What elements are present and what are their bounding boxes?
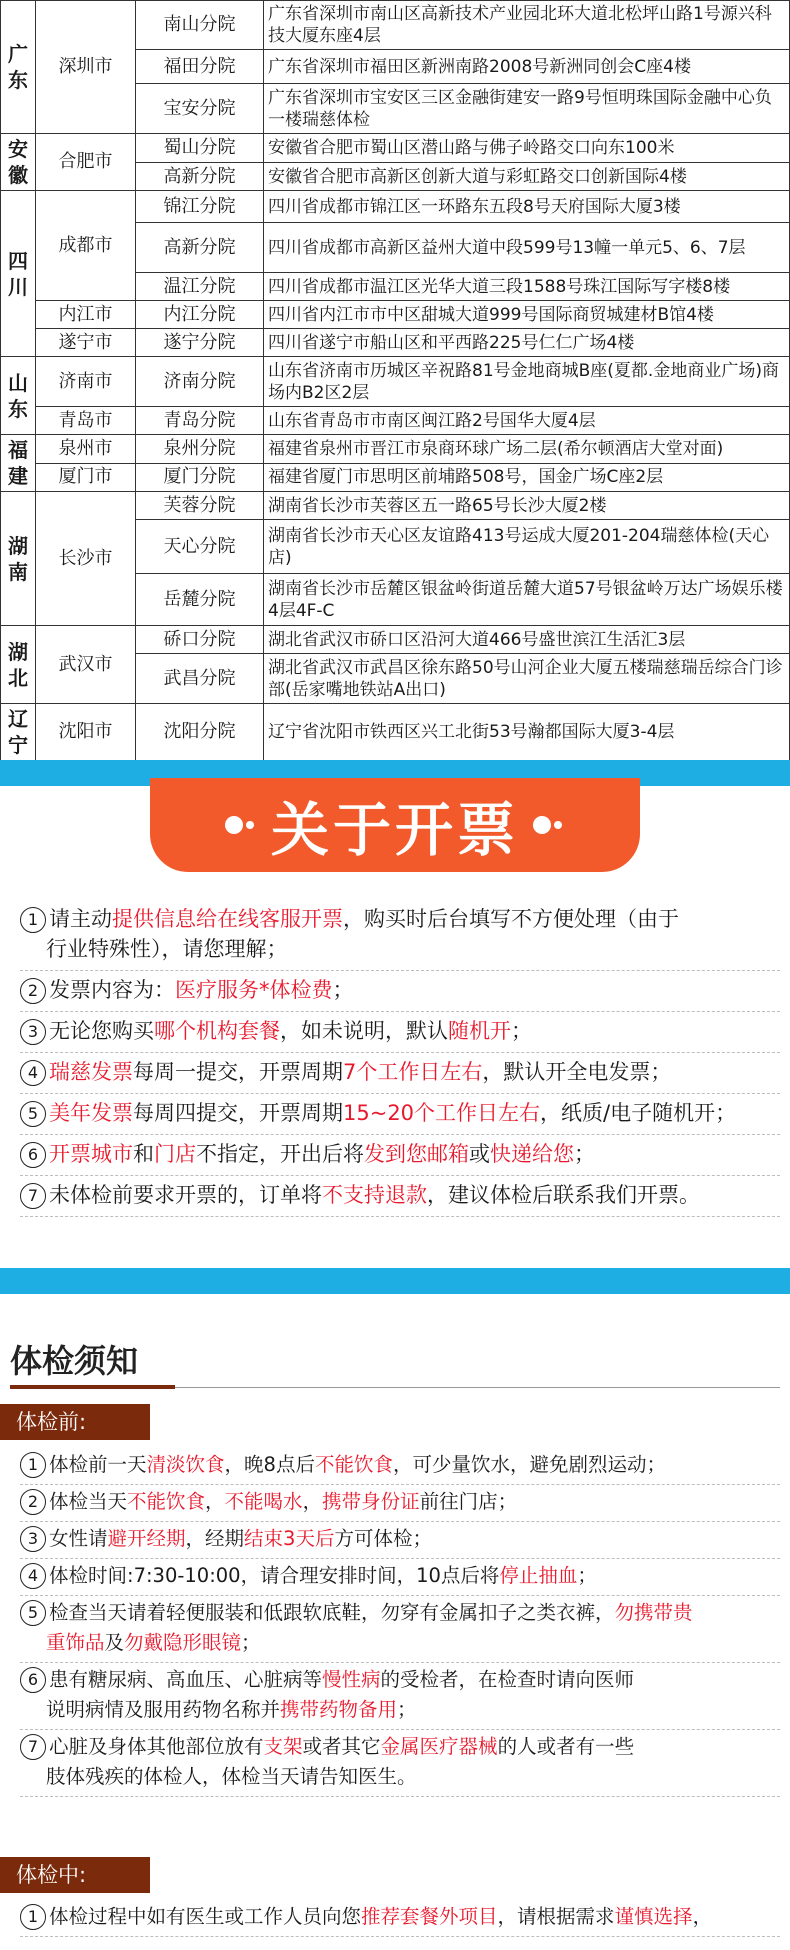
branch-address: 湖南省长沙市岳麓区银盆岭街道岳麓大道57号银盆岭万达广场娱乐楼4层4F-C <box>264 574 790 626</box>
body-text: 检查当天请着轻便服装和低跟软底鞋，勿穿有金属扣子之类衣裤， <box>49 1601 615 1624</box>
body-text: 前往门店； <box>419 1490 518 1513</box>
highlight-text: 推荐套餐外项目 <box>361 1905 498 1928</box>
list-line <box>20 1098 780 1128</box>
province-char: 四 <box>8 248 28 273</box>
branch-address: 广东省深圳市南山区高新技术产业园北环大道北松坪山路1号源兴科技大厦东座4层 <box>264 1 790 50</box>
highlight-text: 慢性病 <box>322 1668 381 1691</box>
number-badge: 5 <box>20 1101 46 1127</box>
dot-icon <box>225 816 243 834</box>
highlight-text: 不支持退款 <box>322 1183 427 1207</box>
body-text: 或 <box>469 1142 490 1166</box>
branch-name: 南山分院 <box>136 1 264 50</box>
list-line <box>20 1762 780 1792</box>
highlight-text: 不能饮食 <box>127 1490 206 1513</box>
province-char: 广 <box>8 42 28 66</box>
body-text: ，经期 <box>185 1527 245 1550</box>
branch-address: 安徽省合肥市蜀山区潜山路与佛子岭路交口向东100米 <box>264 134 790 163</box>
body-text: ， <box>205 1490 225 1513</box>
table-row <box>1 463 790 492</box>
highlight-text: 开票城市 <box>49 1142 133 1166</box>
body-text: 体检时间:7:30-10:00，请合理安排时间，10点后将 <box>49 1564 500 1587</box>
body-text: 方可体检； <box>334 1527 432 1550</box>
dot-icon <box>246 821 254 829</box>
body-text: 请主动 <box>49 907 112 931</box>
province-cell <box>1 134 36 191</box>
highlight-text: 瑞慈发票 <box>49 1060 133 1084</box>
branch-name: 温江分院 <box>136 273 264 301</box>
table-row <box>1 435 790 464</box>
list-item <box>20 1663 780 1730</box>
branch-address: 广东省深圳市宝安区三区金融街建安一路9号恒明珠国际金融中心负一楼瑞慈体检 <box>264 84 790 134</box>
body-text: 患有糖尿病、高血压、心脏病等 <box>49 1668 323 1691</box>
body-text: ； <box>332 978 354 1002</box>
city-cell: 成都市 <box>36 191 136 301</box>
list-item <box>20 1094 780 1135</box>
number-badge: 3 <box>20 1526 46 1552</box>
highlight-text: 快递给您 <box>490 1142 574 1166</box>
table-row <box>1 407 790 435</box>
branch-name: 芙蓉分院 <box>136 492 264 520</box>
list-line <box>20 1057 780 1087</box>
list-line <box>20 1695 780 1725</box>
highlight-text: 不能喝水 <box>224 1490 303 1513</box>
number-badge: 6 <box>20 1667 46 1693</box>
branch-address: 湖北省武汉市武昌区徐东路50号山河企业大厦五楼瑞慈瑞岳综合门诊部(岳家嘴地铁站A出口) <box>264 654 790 704</box>
list-item <box>20 1012 780 1053</box>
body-text: 每周四提交，开票周期 <box>133 1101 343 1125</box>
body-text: 不指定，开出后将 <box>196 1142 364 1166</box>
table-row <box>1 329 790 357</box>
body-text: ； <box>397 1698 417 1721</box>
body-text: 女性请 <box>49 1527 108 1550</box>
city-cell: 济南市 <box>36 357 136 407</box>
province-char: 川 <box>8 274 28 299</box>
number-badge: 3 <box>20 1019 46 1045</box>
branch-name: 厦门分院 <box>136 463 264 492</box>
number-badge: 4 <box>20 1060 46 1086</box>
number-badge: 5 <box>20 1600 46 1626</box>
highlight-text: 勿携带贵 <box>614 1601 693 1624</box>
notes-title: 体检须知 <box>10 1342 139 1380</box>
list-item <box>20 1900 780 1937</box>
branch-address: 湖南省长沙市天心区友谊路413号运成大厦201-204瑞慈体检(天心店) <box>264 520 790 574</box>
branch-table <box>0 0 790 761</box>
branch-table-body <box>1 1 790 761</box>
body-text: 的人或者有一些 <box>497 1735 635 1758</box>
branch-address: 湖北省武汉市硚口区沿河大道466号盛世滨江生活汇3层 <box>264 626 790 654</box>
title-underline <box>10 1385 175 1389</box>
list-item <box>20 1135 780 1176</box>
body-text: 未体检前要求开票的，订单将 <box>49 1183 322 1207</box>
highlight-text: 随机开 <box>448 1019 511 1043</box>
province-cell <box>1 191 36 357</box>
branch-name: 沈阳分院 <box>136 704 264 761</box>
list-line <box>20 975 780 1005</box>
invoice-list <box>20 900 780 1217</box>
province-char: 宁 <box>8 733 28 757</box>
body-text: 或者其它 <box>302 1735 381 1758</box>
highlight-text: 15~20个工作日左右 <box>343 1101 541 1125</box>
highlight-text: 避开经期 <box>107 1527 186 1550</box>
highlight-text: 发到您邮箱 <box>364 1142 469 1166</box>
body-text: ，晚8点后 <box>224 1453 315 1476</box>
before-tag: 体检前: <box>0 1404 150 1440</box>
branch-name: 天心分院 <box>136 520 264 574</box>
highlight-text: 提供信息给在线客服开票 <box>112 907 343 931</box>
list-line <box>20 1665 780 1695</box>
body-text: ； <box>574 1142 595 1166</box>
title-rule <box>175 1387 780 1388</box>
body-text: ， <box>302 1490 323 1513</box>
body-text: ， <box>692 1905 713 1928</box>
invoice-banner <box>150 778 640 872</box>
body-text: 每周一提交，开票周期 <box>133 1060 343 1084</box>
highlight-text: 金属医疗器械 <box>380 1735 498 1758</box>
branch-address: 山东省济南市历城区辛祝路81号金地商城B座(夏都.金地商业广场)商场内B2区2层 <box>264 357 790 407</box>
list-item <box>20 1485 780 1522</box>
branch-name: 高新分院 <box>136 223 264 273</box>
highlight-text: 谨慎选择 <box>614 1905 693 1928</box>
body-text: 肢体残疾的体检人，体检当天请告知医生。 <box>46 1765 417 1788</box>
body-text: ，购买时后台填写不方便处理（由于 <box>343 907 679 931</box>
list-line <box>20 1561 780 1591</box>
highlight-text: 清淡饮食 <box>146 1453 225 1476</box>
branch-name: 硚口分院 <box>136 626 264 654</box>
body-text: ； <box>511 1019 532 1043</box>
province-cell <box>1 1 36 134</box>
highlight-text: 重饰品 <box>46 1631 105 1654</box>
branch-address: 福建省厦门市思明区前埔路508号，国金广场C座2层 <box>264 463 790 492</box>
during-tag: 体检中: <box>0 1857 150 1893</box>
list-item <box>20 1176 780 1217</box>
table-row <box>1 626 790 654</box>
branch-name: 高新分院 <box>136 163 264 191</box>
branch-address: 四川省成都市锦江区一环路东五段8号天府国际大厦3楼 <box>264 191 790 223</box>
province-char: 建 <box>8 464 28 488</box>
city-cell: 内江市 <box>36 301 136 329</box>
body-text: ，请根据需求 <box>497 1905 615 1928</box>
number-badge: 1 <box>20 907 46 933</box>
number-badge: 7 <box>20 1183 46 1209</box>
banner-dots-right <box>533 816 565 834</box>
highlight-text: 携带身份证 <box>322 1490 420 1513</box>
list-item <box>20 1522 780 1559</box>
city-cell: 长沙市 <box>36 492 136 626</box>
body-text: 心脏及身体其他部位放有 <box>49 1735 264 1758</box>
province-char: 湖 <box>8 639 28 664</box>
list-line <box>20 1180 780 1210</box>
list-item <box>20 1448 780 1485</box>
highlight-text: 结束3天后 <box>244 1527 335 1550</box>
body-text: 行业特殊性），请您理解； <box>46 937 288 961</box>
dot-icon <box>533 816 551 834</box>
table-row <box>1 301 790 329</box>
province-char: 东 <box>8 68 28 92</box>
body-text: ，建议体检后联系我们开票。 <box>427 1183 700 1207</box>
highlight-text: 美年发票 <box>49 1101 133 1125</box>
table-row <box>1 1 790 50</box>
province-cell <box>1 492 36 626</box>
branch-name: 岳麓分院 <box>136 574 264 626</box>
body-text: ，纸质/电子随机开； <box>540 1101 737 1125</box>
body-text: 体检过程中如有医生或工作人员向您 <box>49 1905 362 1928</box>
number-badge: 2 <box>20 1489 46 1515</box>
before-list <box>20 1448 780 1797</box>
city-cell: 武汉市 <box>36 626 136 704</box>
body-text: ，可少量饮水，避免剧烈运动； <box>392 1453 666 1476</box>
highlight-text: 医疗服务*体检费 <box>175 978 333 1002</box>
branch-address: 四川省成都市高新区益州大道中段599号13幢一单元5、6、7层 <box>264 223 790 273</box>
province-char: 东 <box>8 396 28 421</box>
province-char: 徽 <box>8 163 28 187</box>
body-text: 说明病情及服用药物名称并 <box>46 1698 281 1721</box>
body-text: 发票内容为： <box>49 978 175 1002</box>
dot-icon <box>554 821 562 829</box>
table-row <box>1 492 790 520</box>
number-badge: 4 <box>20 1563 46 1589</box>
body-text: ，如未说明，默认 <box>280 1019 448 1043</box>
list-item <box>20 1053 780 1094</box>
number-badge: 6 <box>20 1142 46 1168</box>
list-item <box>20 971 780 1012</box>
province-cell <box>1 357 36 435</box>
branch-address: 安徽省合肥市高新区创新大道与彩虹路交口创新国际4楼 <box>264 163 790 191</box>
body-text: 的受检者，在检查时请向医师 <box>380 1668 635 1691</box>
body-text: 体检当天 <box>49 1490 128 1513</box>
banner-dots-left <box>225 816 257 834</box>
list-line <box>20 1628 780 1658</box>
body-text: ，默认开全电发票； <box>482 1060 672 1084</box>
table-row <box>1 191 790 223</box>
list-line <box>20 1732 780 1762</box>
body-text: 体检前一天 <box>49 1453 147 1476</box>
branch-address: 四川省遂宁市船山区和平西路225号仁仁广场4楼 <box>264 329 790 357</box>
branch-name: 锦江分院 <box>136 191 264 223</box>
table-row <box>1 357 790 407</box>
branch-name: 蜀山分院 <box>136 134 264 163</box>
table-row <box>1 134 790 163</box>
province-char: 南 <box>8 559 28 584</box>
province-char: 湖 <box>8 533 28 558</box>
during-list <box>20 1900 780 1937</box>
list-line <box>20 1598 780 1628</box>
city-cell: 厦门市 <box>36 463 136 492</box>
branch-address: 湖南省长沙市芙蓉区五一路65号长沙大厦2楼 <box>264 492 790 520</box>
branch-address: 福建省泉州市晋江市泉商环球广场二层(希尔顿酒店大堂对面) <box>264 435 790 464</box>
list-item <box>20 1730 780 1797</box>
city-cell: 泉州市 <box>36 435 136 464</box>
invoice-title: 关于开票 <box>270 796 519 864</box>
list-line <box>20 1487 780 1517</box>
number-badge: 1 <box>20 1452 46 1478</box>
branch-name: 遂宁分院 <box>136 329 264 357</box>
city-cell: 沈阳市 <box>36 704 136 761</box>
list-item <box>20 1559 780 1596</box>
list-line <box>20 904 780 934</box>
highlight-text: 哪个机构套餐 <box>154 1019 280 1043</box>
section-divider-bar <box>0 1268 790 1294</box>
city-cell: 合肥市 <box>36 134 136 191</box>
list-line <box>20 1524 780 1554</box>
city-cell: 深圳市 <box>36 1 136 134</box>
number-badge: 2 <box>20 978 46 1004</box>
branch-name: 内江分院 <box>136 301 264 329</box>
branch-name: 济南分院 <box>136 357 264 407</box>
branch-address: 四川省成都市温江区光华大道三段1588号珠江国际写字楼8楼 <box>264 273 790 301</box>
branch-address: 四川省内江市市中区甜城大道999号国际商贸城建材B馆4楼 <box>264 301 790 329</box>
highlight-text: 携带药物备用 <box>280 1698 398 1721</box>
body-text: ； <box>577 1564 597 1587</box>
body-text: 及 <box>104 1631 125 1654</box>
list-line <box>20 1902 780 1932</box>
list-line <box>20 1139 780 1169</box>
branch-name: 宝安分院 <box>136 84 264 134</box>
province-cell <box>1 704 36 761</box>
list-line <box>20 1016 780 1046</box>
table-row <box>1 704 790 761</box>
province-char: 山 <box>8 370 28 395</box>
city-cell: 遂宁市 <box>36 329 136 357</box>
highlight-text: 支架 <box>263 1735 303 1758</box>
branch-name: 福田分院 <box>136 50 264 84</box>
branch-address: 广东省深圳市福田区新洲南路2008号新洲同创会C座4楼 <box>264 50 790 84</box>
list-line <box>20 1450 780 1480</box>
province-char: 北 <box>8 665 28 690</box>
branch-name: 泉州分院 <box>136 435 264 464</box>
highlight-text: 门店 <box>154 1142 196 1166</box>
highlight-text: 不能饮食 <box>314 1453 393 1476</box>
province-char: 福 <box>8 438 28 462</box>
number-badge: 1 <box>20 1904 46 1930</box>
highlight-text: 勿戴隐形眼镜 <box>124 1631 242 1654</box>
city-cell: 青岛市 <box>36 407 136 435</box>
province-char: 辽 <box>8 707 28 731</box>
province-cell <box>1 435 36 492</box>
list-line <box>20 934 780 964</box>
body-text: 和 <box>133 1142 154 1166</box>
highlight-text: 停止抽血 <box>499 1564 578 1587</box>
branch-address: 辽宁省沈阳市铁西区兴工北街53号瀚都国际大厦3-4层 <box>264 704 790 761</box>
branch-name: 青岛分院 <box>136 407 264 435</box>
number-badge: 7 <box>20 1734 46 1760</box>
province-cell <box>1 626 36 704</box>
body-text: ； <box>241 1631 261 1654</box>
highlight-text: 7个工作日左右 <box>343 1060 483 1084</box>
branch-name: 武昌分院 <box>136 654 264 704</box>
list-item <box>20 1596 780 1663</box>
province-char: 安 <box>8 137 28 161</box>
list-item <box>20 900 780 971</box>
body-text: 无论您购买 <box>49 1019 154 1043</box>
branch-address: 山东省青岛市市南区闽江路2号国华大厦4层 <box>264 407 790 435</box>
